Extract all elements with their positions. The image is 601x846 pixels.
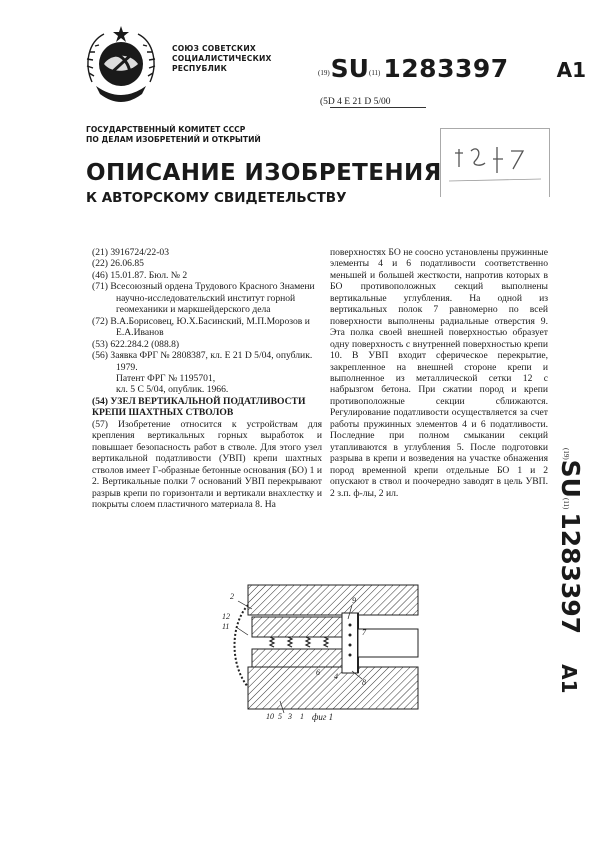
fig-label: 3 xyxy=(288,712,292,721)
abstract-right: поверхностях БО не соосно установлены пружинные элементы 4 и 6 податливости соответственно меньшей и большей жесткости, напротив которых в БО противоположных секций выполнены вертикальные углубления. На одной из вертикальных полок 7 равномерно по всей поверхности выполнены радиальные отверстия 9. Эта полка своей внешней поверхностью образует одну поверхность с внутренней поверхностью крепи 10. В УВП входит сферическое перекрытие, закрепленное на внешней стороне крепи и выполненное из металлической сетки 12 с набрызгом бетона. При сжатии пород и крепи противоположные секции сближаются. Регулирование податливости осуществляется за счет работы пружинных элементов 4 и 6 податливости. Последние при полном смыкании секций утапливаются в углубления 5. После подготовки разрыва в крепи и возведения на участке обнажения пород временной крепи отдельные БО 1 и 2 опускают в ствол и поочередно заводят в цель УВП. 2 з.п. ф-лы, 2 ил. xyxy=(330,247,548,499)
ipc-class: (5D 4 E 21 D 5/00 xyxy=(320,97,391,107)
fig-label: 11 xyxy=(222,622,230,631)
union-line: СОЦИАЛИСТИЧЕСКИХ xyxy=(172,54,272,63)
right-column xyxy=(330,247,548,499)
union-line: СОЮЗ СОВЕТСКИХ xyxy=(172,44,256,53)
patent-number: 1283397 xyxy=(556,512,585,635)
side-patent-number xyxy=(558,448,588,828)
fig-label: 9 xyxy=(352,596,356,605)
lower-base-block xyxy=(252,649,342,667)
state-emblem-icon xyxy=(82,24,160,110)
spherical-cover xyxy=(235,605,249,687)
tag-11: (11) xyxy=(562,497,570,510)
fig-label: 5 xyxy=(278,712,282,721)
fig-label: 7 xyxy=(362,628,366,637)
biblio-72: (72) В.А.Борисовец, Ю.Х.Басинский, М.П.Морозов и Е.А.Иванов xyxy=(92,315,310,339)
committee-name xyxy=(86,125,261,145)
biblio-56: (56) Заявка ФРГ № 2808387, кл. E 21 D 5/04, опублик. 1979. xyxy=(92,350,313,373)
kind-code: A1 xyxy=(557,664,581,694)
tag-11: (11) xyxy=(368,69,381,77)
divider xyxy=(330,107,426,108)
biblio-22: (22) 26.06.85 xyxy=(92,258,144,270)
fig-label: 2 xyxy=(230,592,234,601)
lower-lining xyxy=(248,667,418,709)
invention-title: (54) УЗЕЛ ВЕРТИКАЛЬНОЙ ПОДАТЛИВОСТИ КРЕПИ ШАХТНЫХ СТВОЛОВ xyxy=(92,395,306,419)
fig-label: 10 xyxy=(266,712,274,721)
document-title: ОПИСАНИЕ ИЗОБРЕТЕНИЯ xyxy=(86,160,442,186)
prior-art-line: Патент ФРГ № 1195701, xyxy=(116,372,216,384)
figure-caption: фиг 1 xyxy=(312,712,334,722)
technical-drawing xyxy=(212,575,422,725)
left-column xyxy=(92,247,322,510)
tag-19: (19) xyxy=(562,448,570,460)
shaft-opening xyxy=(358,629,418,657)
library-stamp xyxy=(440,128,550,197)
stamp-marks-icon xyxy=(441,129,549,197)
biblio-71: (71) Всесоюзный ордена Трудового Красного Знамени научно-исследовательский институт горной геомеханики и маркшейдерского дела xyxy=(92,281,315,316)
upper-base-block xyxy=(252,617,342,637)
vertical-shelf xyxy=(342,613,358,673)
fig-label: 4 xyxy=(334,672,338,681)
upper-lining xyxy=(248,585,418,615)
patent-number-header xyxy=(318,54,586,83)
union-name xyxy=(172,44,272,74)
document-subtitle: К АВТОРСКОМУ СВИДЕТЕЛЬСТВУ xyxy=(86,190,347,206)
spring-elements xyxy=(270,637,328,647)
abstract-left: (57) Изобретение относится к устройствам для крепления вертикальных горных выработок и повышает безопасность работ в стволе. Для этого узел вертикальной податливости (УВП) крепи шахтных стволов имеет Г-образные бетонные основания (БО) 1 и 2. Вертикальные полки 7 оснований УВП перекрывают разрыв крепи по горизонтали и вертикали внахлестку и покрыты слоем пластичного материала 8. На xyxy=(92,418,322,510)
fig-label: 1 xyxy=(300,712,304,721)
union-line: РЕСПУБЛИК xyxy=(172,64,227,73)
kind-code: A1 xyxy=(556,58,587,82)
fig-label: 8 xyxy=(362,678,366,687)
prior-art-line: кл. 5 С 5/04, опублик. 1966. xyxy=(116,384,229,396)
biblio-53: (53) 622.284.2 (088.8) xyxy=(92,338,180,350)
committee-line: ГОСУДАРСТВЕННЫЙ КОМИТЕТ СССР xyxy=(86,125,246,134)
fig-label: 12 xyxy=(222,612,230,621)
country-code: SU xyxy=(556,459,585,498)
tag-19: (19) xyxy=(318,69,330,77)
country-code: SU xyxy=(330,54,369,83)
fig-label: 6 xyxy=(316,668,320,677)
biblio-21: (21) 3916724/22-03 xyxy=(92,247,170,258)
biblio-46: (46) 15.01.87. Бюл. № 2 xyxy=(92,269,188,281)
committee-line: ПО ДЕЛАМ ИЗОБРЕТЕНИЙ И ОТКРЫТИЙ xyxy=(86,135,261,144)
patent-number: 1283397 xyxy=(383,54,509,83)
